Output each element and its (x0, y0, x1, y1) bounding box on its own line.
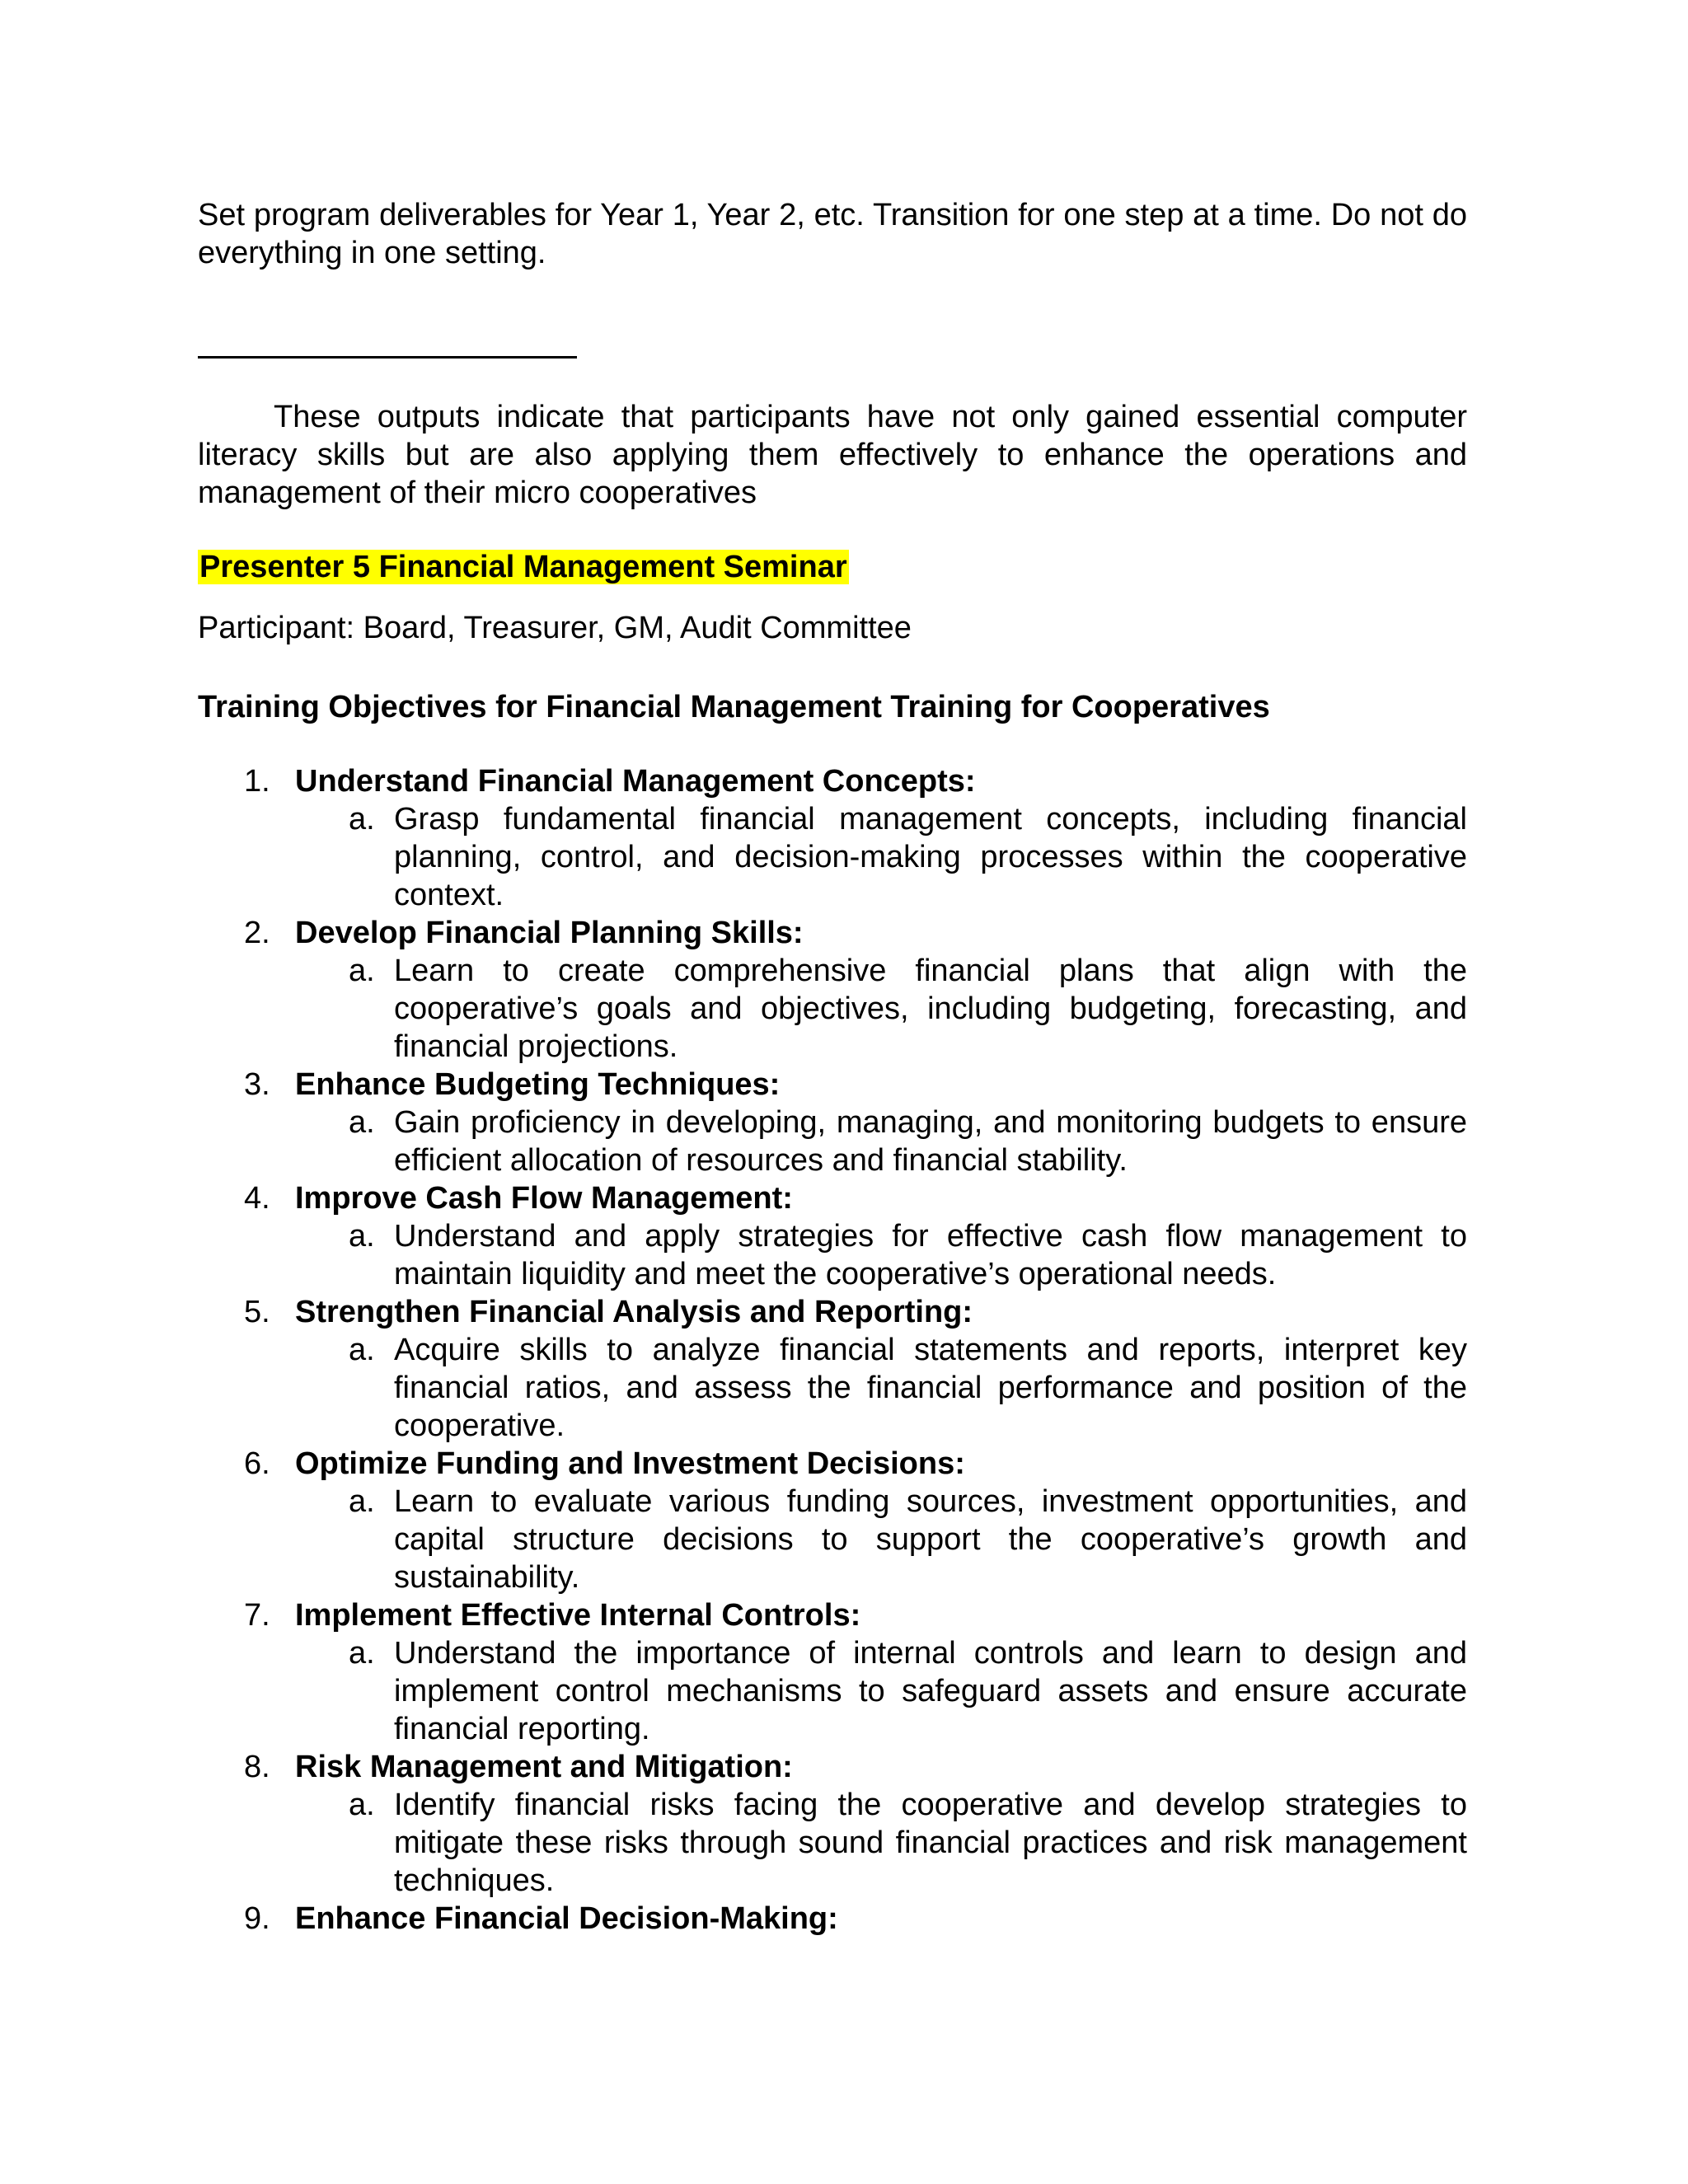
outputs-paragraph: These outputs indicate that participants have not only gained essential computer literacy skills but are also applying them effectively to enhance the operations and management of their micro cooperatives (198, 400, 1467, 510)
objective-title: Develop Financial Planning Skills: (295, 916, 804, 950)
subitem-letter: a. (349, 1484, 375, 1519)
objective-sublist (295, 1483, 1467, 1596)
objective-item (198, 914, 1467, 1066)
subitem-letter: a. (349, 1219, 375, 1254)
subitem-letter: a. (349, 954, 375, 988)
objective-number: 7. (244, 1598, 270, 1633)
objective-sublist (295, 1217, 1467, 1293)
objective-item (198, 1066, 1467, 1179)
objective-subitem (295, 1104, 1467, 1179)
objective-sublist (295, 1104, 1467, 1179)
objective-item (198, 1900, 1467, 1938)
objective-sublist (295, 1331, 1467, 1445)
objective-number: 1. (244, 764, 270, 799)
objective-number: 4. (244, 1181, 270, 1216)
participants-line: Participant: Board, Treasurer, GM, Audit Committee (198, 611, 912, 645)
objective-subitem (295, 1217, 1467, 1293)
presenter-heading (198, 548, 1467, 586)
objective-number: 8. (244, 1750, 270, 1784)
objective-title: Enhance Budgeting Techniques: (295, 1067, 781, 1102)
objective-title: Risk Management and Mitigation: (295, 1750, 793, 1784)
objective-item (198, 1748, 1467, 1900)
objective-sublist (295, 800, 1467, 914)
subitem-text: Understand the importance of internal controls and learn to design and implement control mechanisms to safeguard assets and ensure accurate financial reporting. (394, 1636, 1467, 1746)
subitem-text: Grasp fundamental financial management concepts, including financial planning, control, and decision-making processes within the cooperative context. (394, 802, 1467, 912)
objective-sublist (295, 1786, 1467, 1900)
objective-subitem (295, 1331, 1467, 1445)
subitem-letter: a. (349, 1788, 375, 1822)
intro-paragraph: Set program deliverables for Year 1, Year 2, etc. Transition for one step at a time. Do not do everything in one setting. (198, 198, 1467, 270)
objective-title: Optimize Funding and Investment Decisions: (295, 1446, 965, 1481)
objective-number: 9. (244, 1901, 270, 1936)
objective-number: 6. (244, 1446, 270, 1481)
objective-subitem (295, 800, 1467, 914)
objective-subitem (295, 1634, 1467, 1748)
objective-title: Strengthen Financial Analysis and Reporting: (295, 1295, 973, 1329)
subitem-letter: a. (349, 1636, 375, 1671)
presenter-heading-text: Presenter 5 Financial Management Seminar (199, 550, 847, 584)
objectives-list (198, 762, 1467, 1938)
objective-item (198, 1179, 1467, 1293)
objectives-title: Training Objectives for Financial Management Training for Cooperatives (198, 690, 1270, 724)
objective-item (198, 762, 1467, 914)
objective-subitem (295, 1786, 1467, 1900)
subitem-text: Learn to create comprehensive financial plans that align with the cooperative’s goals and objectives, including budgeting, forecasting, and financial projections. (394, 954, 1467, 1064)
objective-item (198, 1293, 1467, 1445)
objective-title: Understand Financial Management Concepts: (295, 764, 976, 799)
subitem-text: Understand and apply strategies for effective cash flow management to maintain liquidity and meet the cooperative’s operational needs. (394, 1219, 1467, 1291)
objective-number: 2. (244, 916, 270, 950)
separator-line (198, 356, 577, 359)
subitem-letter: a. (349, 1333, 375, 1367)
objective-sublist (295, 952, 1467, 1066)
subitem-letter: a. (349, 1105, 375, 1140)
document-body (198, 196, 1467, 1938)
objective-sublist (295, 1634, 1467, 1748)
subitem-text: Gain proficiency in developing, managing, and monitoring budgets to ensure efficient allocation of resources and financial stability. (394, 1105, 1467, 1178)
objective-item (198, 1596, 1467, 1748)
objective-title: Improve Cash Flow Management: (295, 1181, 793, 1216)
subitem-text: Learn to evaluate various funding sources, investment opportunities, and capital structure decisions to support the cooperative’s growth and sustainability. (394, 1484, 1467, 1595)
objective-title: Enhance Financial Decision-Making: (295, 1901, 838, 1936)
objective-number: 5. (244, 1295, 270, 1329)
subitem-text: Identify financial risks facing the cooperative and develop strategies to mitigate these risks through sound financial practices and risk management techniques. (394, 1788, 1467, 1898)
subitem-text: Acquire skills to analyze financial statements and reports, interpret key financial ratios, and assess the financial performance and position of the cooperative. (394, 1333, 1467, 1443)
objective-subitem (295, 1483, 1467, 1596)
objective-number: 3. (244, 1067, 270, 1102)
objective-title: Implement Effective Internal Controls: (295, 1598, 861, 1633)
subitem-letter: a. (349, 802, 375, 837)
objective-subitem (295, 952, 1467, 1066)
objective-item (198, 1445, 1467, 1596)
